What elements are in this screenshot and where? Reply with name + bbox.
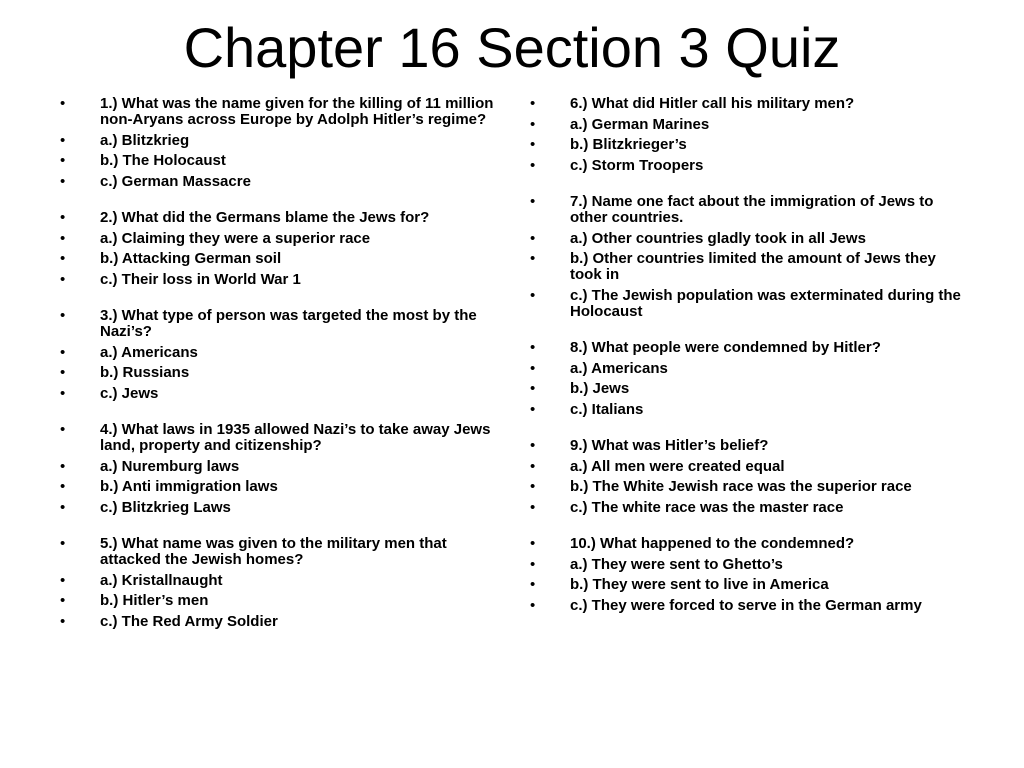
question-8 (530, 340, 970, 356)
option-text: c.) They were forced to serve in the German army (570, 596, 922, 614)
option-text: b.) The White Jewish race was the superior race (570, 478, 912, 495)
question-4-option-a (60, 459, 500, 475)
question-10 (530, 536, 970, 552)
question-2 (60, 210, 500, 226)
question-1 (60, 96, 500, 128)
question-6-option-c (530, 158, 970, 174)
bullet-icon: • (530, 339, 536, 356)
question-5 (60, 536, 500, 568)
question-8-text: 8.) What people were condemned by Hitler? (570, 339, 881, 356)
bullet-icon: • (60, 343, 66, 361)
question-2-option-b (60, 251, 500, 267)
bullet-icon: • (530, 380, 536, 397)
option-text: c.) Blitzkrieg Laws (100, 498, 231, 516)
option-text: c.) Storm Troopers (570, 156, 704, 174)
bullet-icon: • (60, 457, 66, 475)
bullet-icon: • (530, 359, 536, 377)
option-text: c.) The Jewish population was exterminated during the Holocaust (570, 286, 961, 320)
option-text: c.) The Red Army Soldier (100, 612, 278, 630)
bullet-icon: • (530, 286, 536, 304)
bullet-icon: • (530, 115, 536, 133)
question-4-option-b (60, 479, 500, 495)
option-text: b.) Jews (570, 380, 630, 397)
option-text: b.) Attacking German soil (100, 250, 282, 267)
option-text: a.) Kristallnaught (100, 571, 223, 589)
bullet-icon: • (60, 364, 66, 381)
question-9 (530, 438, 970, 454)
bullet-icon: • (530, 95, 536, 112)
question-7 (530, 194, 970, 226)
option-text: b.) Hitler’s men (100, 592, 209, 609)
option-text: a.) German Marines (570, 115, 710, 133)
question-7-option-a (530, 231, 970, 247)
question-10-option-c (530, 598, 970, 614)
question-6 (530, 96, 970, 112)
question-7-option-c (530, 288, 970, 320)
bullet-icon: • (60, 592, 66, 609)
option-text: b.) Anti immigration laws (100, 478, 278, 495)
question-9-option-b (530, 479, 970, 495)
option-text: c.) Their loss in World War 1 (100, 270, 301, 288)
question-2-option-c (60, 272, 500, 288)
question-6-text: 6.) What did Hitler call his military men? (570, 95, 855, 112)
question-10-text: 10.) What happened to the condemned? (570, 535, 855, 552)
question-5-option-a (60, 573, 500, 589)
option-text: a.) Nuremburg laws (100, 457, 240, 475)
question-6-option-a (530, 117, 970, 133)
question-3-option-b (60, 365, 500, 381)
question-8-option-a (530, 361, 970, 377)
question-3-text: 3.) What type of person was targeted the most by the Nazi’s? (100, 307, 477, 340)
question-9-option-a (530, 459, 970, 475)
bullet-icon: • (530, 596, 536, 614)
question-7-text: 7.) Name one fact about the immigration of Jews to other countries. (570, 193, 934, 226)
bullet-icon: • (60, 250, 66, 267)
option-text: a.) Claiming they were a superior race (100, 229, 371, 247)
question-1-option-a (60, 133, 500, 149)
question-8-option-c (530, 402, 970, 418)
bullet-icon: • (60, 131, 66, 149)
bullet-icon: • (530, 457, 536, 475)
right-question-column (530, 96, 970, 618)
question-5-text: 5.) What name was given to the military men that attacked the Jewish homes? (100, 535, 447, 568)
question-3 (60, 308, 500, 340)
option-text: b.) They were sent to live in America (570, 576, 829, 593)
bullet-icon: • (60, 498, 66, 516)
bullet-icon: • (530, 437, 536, 454)
bullet-icon: • (530, 478, 536, 495)
option-text: c.) The white race was the master race (570, 498, 844, 516)
question-3-option-a (60, 345, 500, 361)
bullet-icon: • (530, 498, 536, 516)
question-9-text: 9.) What was Hitler’s belief? (570, 437, 769, 454)
bullet-icon: • (60, 421, 66, 438)
option-text: a.) All men were created equal (570, 457, 785, 475)
bullet-icon: • (60, 95, 66, 112)
bullet-icon: • (60, 478, 66, 495)
question-10-option-b (530, 577, 970, 593)
question-4-option-c (60, 500, 500, 516)
bullet-icon: • (530, 156, 536, 174)
question-5-option-b (60, 593, 500, 609)
bullet-icon: • (60, 270, 66, 288)
bullet-icon: • (60, 307, 66, 324)
question-10-option-a (530, 557, 970, 573)
bullet-icon: • (60, 152, 66, 169)
option-text: a.) Other countries gladly took in all Jews (570, 229, 866, 247)
bullet-icon: • (530, 555, 536, 573)
bullet-icon: • (60, 612, 66, 630)
bullet-icon: • (60, 172, 66, 190)
option-text: c.) Jews (100, 384, 159, 402)
option-text: a.) Americans (570, 359, 668, 377)
option-text: b.) Other countries limited the amount of Jews they took in (570, 250, 936, 283)
bullet-icon: • (60, 384, 66, 402)
option-text: b.) Russians (100, 364, 190, 381)
option-text: c.) Italians (570, 400, 644, 418)
question-9-option-c (530, 500, 970, 516)
bullet-icon: • (60, 229, 66, 247)
bullet-icon: • (530, 535, 536, 552)
option-text: a.) Americans (100, 343, 198, 361)
option-text: b.) The Holocaust (100, 152, 226, 169)
bullet-icon: • (530, 229, 536, 247)
question-5-option-c (60, 614, 500, 630)
question-1-text: 1.) What was the name given for the killing of 11 million non-Aryans across Europe by Adolph Hitler’s regime? (100, 95, 494, 128)
question-1-option-c (60, 174, 500, 190)
question-1-option-b (60, 153, 500, 169)
question-2-option-a (60, 231, 500, 247)
bullet-icon: • (530, 400, 536, 418)
question-2-text: 2.) What did the Germans blame the Jews for? (100, 209, 430, 226)
bullet-icon: • (530, 193, 536, 210)
page-title: Chapter 16 Section 3 Quiz (183, 16, 841, 79)
bullet-icon: • (60, 535, 66, 552)
question-3-option-c (60, 386, 500, 402)
question-4 (60, 422, 500, 454)
left-question-column (60, 96, 500, 634)
bullet-icon: • (60, 209, 66, 226)
option-text: a.) They were sent to Ghetto’s (570, 555, 783, 573)
question-8-option-b (530, 381, 970, 397)
bullet-icon: • (60, 571, 66, 589)
bullet-icon: • (530, 250, 536, 267)
option-text: c.) German Massacre (100, 172, 251, 190)
question-4-text: 4.) What laws in 1935 allowed Nazi’s to take away Jews land, property and citizenship? (100, 421, 491, 454)
question-6-option-b (530, 137, 970, 153)
bullet-icon: • (530, 576, 536, 593)
option-text: b.) Blitzkrieger’s (570, 136, 687, 153)
question-7-option-b (530, 251, 970, 283)
option-text: a.) Blitzkrieg (100, 131, 190, 149)
bullet-icon: • (530, 136, 536, 153)
